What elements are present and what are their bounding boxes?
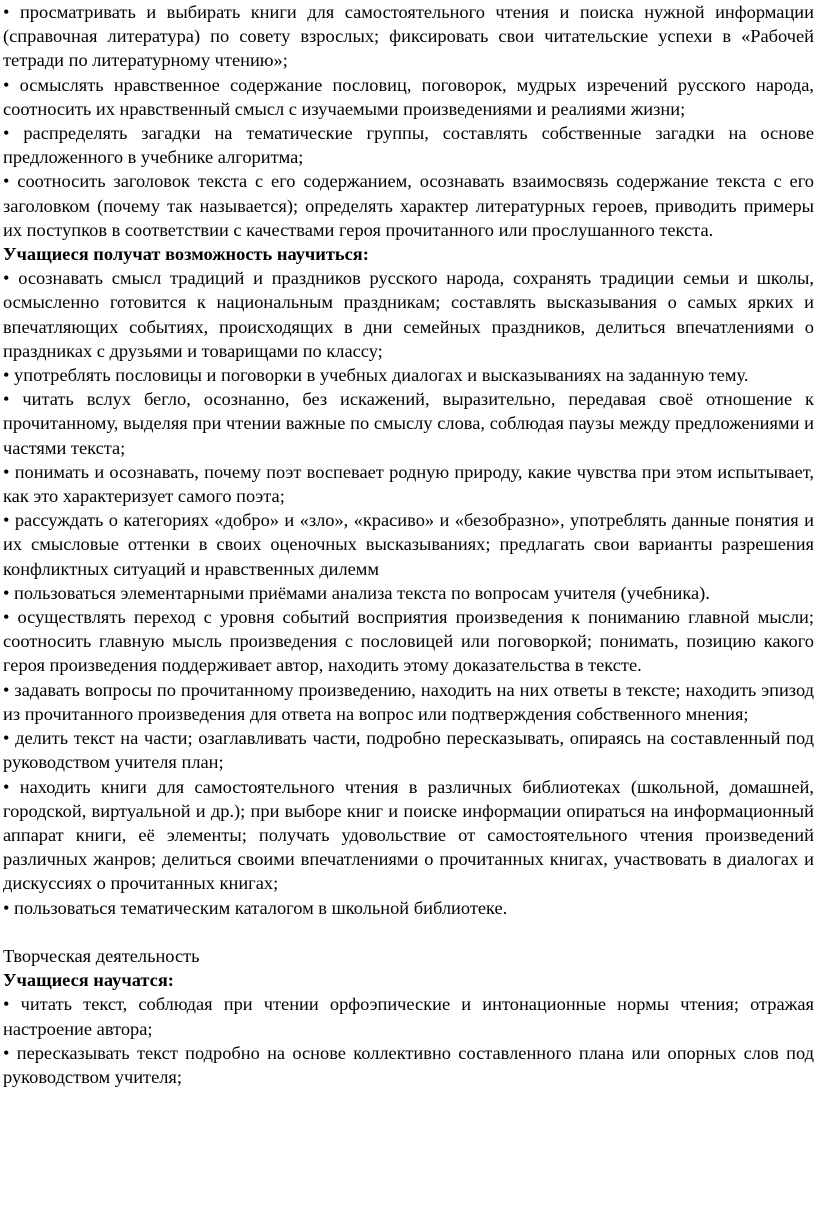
list-item: • пользоваться тематическим каталогом в школьной библиотеке. — [3, 897, 508, 918]
list-item: • делить текст на части; озаглавливать части, подробно пересказывать, опираясь на составленный под руководством учителя план; — [3, 728, 814, 773]
list-item: • задавать вопросы по прочитанному произведению, находить на них ответы в тексте; находить эпизод из прочитанного произведения для ответа на вопрос или подтверждения собственного мнения; — [3, 679, 814, 724]
skills-list-creative — [3, 992, 814, 1089]
list-item: • находить книги для самостоятельного чтения в различных библиотеках (школьной, домашней, городской, виртуальной и др.); при выборе книг и поиске информации опираться на информационный аппарат книги, её элементы; получать удовольствие от самостоятельного чтения произведений различных жанров; делиться своими впечатлениями о прочитанных книгах, участвовать в диалогах и дискуссиях о прочитанных книгах; — [3, 776, 814, 894]
list-item: • пользоваться элементарными приёмами анализа текста по вопросам учителя (учебника). — [3, 582, 710, 603]
section-title-creative: Творческая деятельность — [3, 945, 200, 966]
list-item: • пересказывать текст подробно на основе коллективно составленного плана или опорных слов под руководством учителя; — [3, 1042, 814, 1087]
list-item: • просматривать и выбирать книги для самостоятельного чтения и поиска нужной информации (справочная литература) по совету взрослых; фиксировать свои читательские успехи в «Рабочей тетради по литературному чтению»; — [3, 2, 814, 71]
list-item: • осознавать смысл традиций и праздников русского народа, сохранять традиции семьи и школы, осмысленно готовится к национальным праздникам; составлять высказывания о самых ярких и впечатляющих событиях, происходящих в дни семейных праздников, делиться впечатлениями о праздниках с друзьями и товарищами по классу; — [3, 268, 814, 361]
list-item: • осмыслять нравственное содержание пословиц, поговорок, мудрых изречений русского народа, соотносить их нравственный смысл с изучаемыми произведениями и реалиями жизни; — [3, 74, 814, 119]
section-heading-opportunity: Учащиеся получат возможность научиться: — [3, 244, 369, 265]
list-item: • читать текст, соблюдая при чтении орфоэпические и интонационные нормы чтения; отражая настроение автора; — [3, 994, 814, 1039]
list-item: • соотносить заголовок текста с его содержанием, осознавать взаимосвязь содержание текста с его заголовком (почему так называется); определять характер литературных героев, приводить примеры их поступков в соответствии с качествами героя прочитанного или прослушанного текста. — [3, 171, 814, 240]
list-item: • читать вслух бегло, осознанно, без искажений, выразительно, передавая своё отношение к прочитанному, выделяя при чтении важные по смыслу слова, соблюдая паузы между предложениями и частями текста; — [3, 389, 814, 458]
list-item: • понимать и осознавать, почему поэт воспевает родную природу, какие чувства при этом испытывает, как это характеризует самого поэта; — [3, 461, 814, 507]
skills-list-basic — [3, 0, 814, 242]
list-item: • распределять загадки на тематические группы, составлять собственные загадки на основе предложенного в учебнике алгоритма; — [3, 123, 814, 168]
list-item: • рассуждать о категориях «добро» и «зло», «красиво» и «безобразно», употреблять данные понятия и их смысловые оттенки в своих оценочных высказываниях; предлагать свои варианты разрешения конфликтных ситуаций и нравственных дилемм — [3, 510, 814, 579]
section-heading-will-learn: Учащиеся научатся: — [3, 970, 174, 991]
skills-list-opportunity — [3, 266, 814, 919]
blank-line — [3, 920, 814, 944]
list-item: • осуществлять переход с уровня событий восприятия произведения к пониманию главной мысли; соотносить главную мысль произведения с пословицей или поговоркой; понимать, позицию какого героя произведения поддерживает автор, находить этому доказательства в тексте. — [3, 607, 814, 676]
list-item: • употреблять пословицы и поговорки в учебных диалогах и высказываниях на заданную тему. — [3, 365, 749, 386]
